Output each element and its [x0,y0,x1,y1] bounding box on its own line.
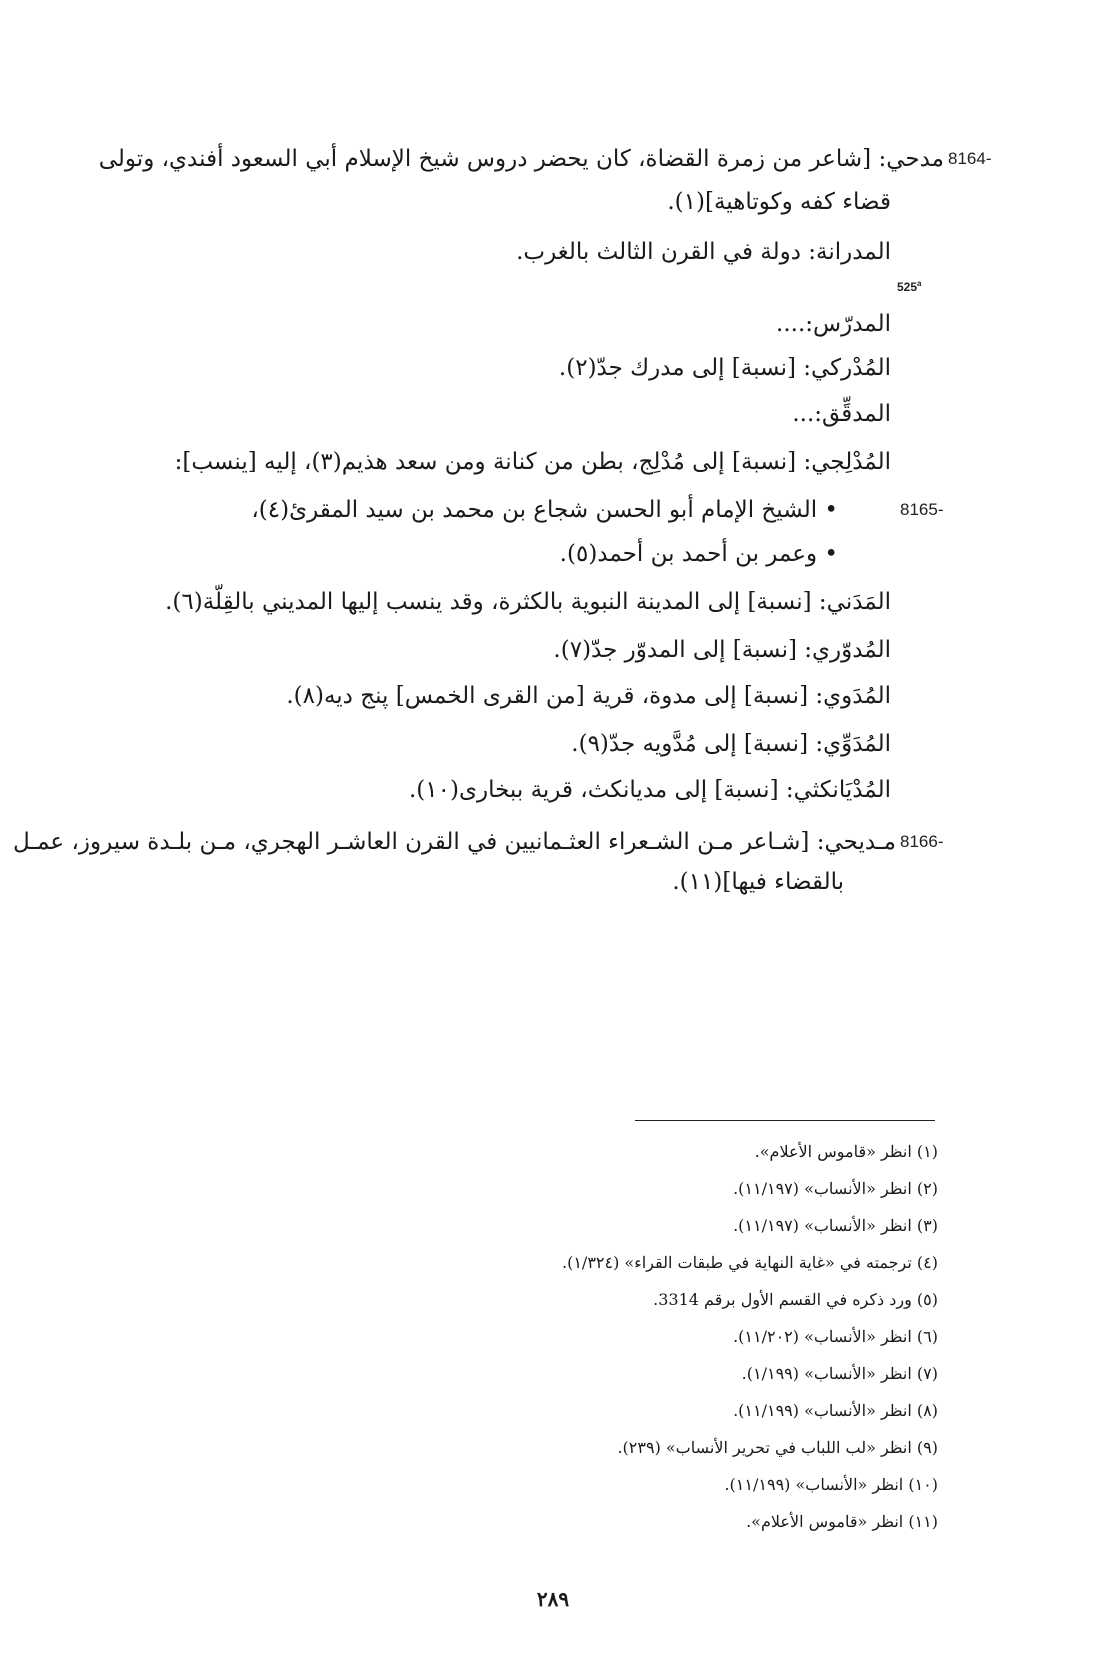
entry-mudawwiri: المُدوّري: [نسبة] إلى المدوّر جدّ(٧). [553,637,891,663]
entry-mudriki: المُدْركي: [نسبة] إلى مدرك جدّ(٢). [558,355,891,381]
entry-8165-bullet-2: • وعمر بن أحمد بن أحمد(٥). [559,541,838,567]
footnote-separator [635,1120,935,1121]
entry-8165-bullet-1: • الشيخ الإمام أبو الحسن شجاع بن محمد بن سيد المقرئ(٤)، [251,497,838,523]
entry-number-8165: 8165- [900,500,944,519]
entry-number-8166: 8166- [900,832,944,851]
entry-mudawi: المُدَوي: [نسبة] إلى مدوة، قرية [من القرى الخمس] پنج ديه(٨). [286,683,891,709]
footnote-3: (٣) انظر «الأنساب» (١١/١٩٧). [733,1216,938,1235]
entry-mudliji: المُدْلِجي: [نسبة] إلى مُدْلِج، بطن من كنانة ومن سعد هذيم(٣)، إليه [ينسب]: [174,449,891,475]
footnote-4: (٤) ترجمته في «غاية النهاية في طبقات القراء» (١/٣٢٤). [562,1253,938,1272]
entry-8164-line-2: قضاء كفه وكوتاهية](١). [667,189,891,215]
entry-mudyankathi: المُدْيَانكثي: [نسبة] إلى مديانكث، قرية ببخارى(١٠). [408,777,891,803]
folio-marker: 525$^a$ [897,279,922,294]
footnote-5: (٥) ورد ذكره في القسم الأول برقم 3314. [653,1290,938,1309]
footnote-8: (٨) انظر «الأنساب» (١١/١٩٩). [733,1401,938,1420]
entry-mudarris: المدرّس:.... [776,311,891,337]
footnote-6: (٦) انظر «الأنساب» (١١/٢٠٢). [733,1327,938,1346]
footnote-10: (١٠) انظر «الأنساب» (١١/١٩٩). [724,1475,938,1494]
footnote-7: (٧) انظر «الأنساب» (١/١٩٩). [741,1364,938,1383]
entry-number-8164: 8164- [948,149,992,168]
entry-8166-line-1: مـديحي: [شـاعر مـن الشـعراء العثـمانيين في القرن العاشـر الهجري، مـن بلـدة سيروز، عمـل [12,829,896,855]
entry-8166-line-2: بالقضاء فيها](١١). [672,869,844,895]
page-number: ٢٨٩ [536,1587,570,1611]
footnote-2: (٢) انظر «الأنساب» (١١/١٩٧). [733,1179,938,1198]
footnote-1: (١) انظر «قاموس الأعلام». [754,1142,938,1161]
entry-8164-line-1: مدحي: [شاعر من زمرة القضاة، كان يحضر دروس شيخ الإسلام أبي السعود أفندي، وتولى [98,146,944,172]
entry-madrana: المدرانة: دولة في القرن الثالث بالغرب. [516,239,891,265]
entry-madani: المَدَني: [نسبة] إلى المدينة النبوية بالكثرة، وقد ينسب إليها المديني بالقِلّة(٦). [165,589,891,615]
footnote-11: (١١) انظر «قاموس الأعلام». [746,1512,938,1531]
footnote-9: (٩) انظر «لب اللباب في تحرير الأنساب» (٢٣٩). [617,1438,938,1457]
entry-mudawwi: المُدَوِّي: [نسبة] إلى مُدَّويه جدّ(٩). [571,731,891,757]
entry-mudaqqiq: المدقِّق:... [792,401,891,427]
